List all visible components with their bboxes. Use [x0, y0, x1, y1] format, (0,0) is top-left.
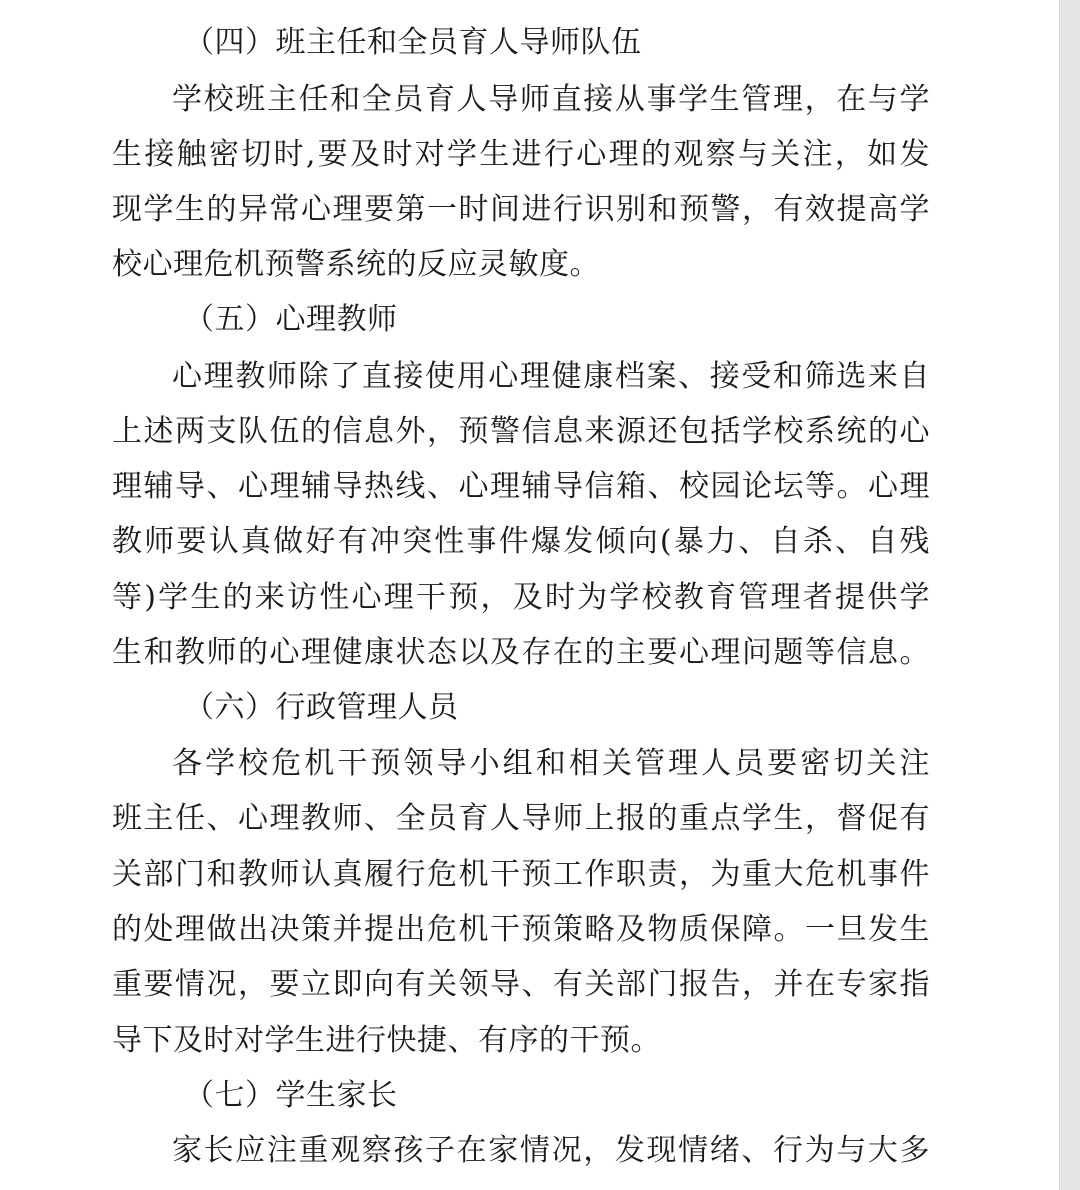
paragraph-line: 班主任、心理教师、全员育人导师上报的重点学生，督促有: [112, 801, 930, 836]
paragraph-line: 校心理危机预警系统的反应灵敏度。: [112, 247, 600, 282]
paragraph-line: 学校班主任和全员育人导师直接从事学生管理，在与学: [172, 82, 930, 117]
paragraph-line: 理辅导、心理辅导热线、心理辅导信箱、校园论坛等。心理: [112, 469, 930, 504]
paragraph-line: 心理教师除了直接使用心理健康档案、接受和筛选来自: [172, 359, 930, 394]
section-heading-4: （四）班主任和全员育人导师队伍: [184, 25, 642, 60]
paragraph-line: 关部门和教师认真履行危机干预工作职责，为重大危机事件: [112, 857, 930, 892]
paragraph-line: 上述两支队伍的信息外，预警信息来源还包括学校系统的心: [112, 414, 930, 449]
page-edge-scrollbar: [1059, 0, 1080, 1190]
paragraph-line: 等)学生的来访性心理干预，及时为学校教育管理者提供学: [112, 580, 930, 615]
paragraph-line: 家长应注重观察孩子在家情况，发现情绪、行为与大多: [172, 1133, 930, 1168]
section-heading-5: （五）心理教师: [184, 302, 398, 337]
paragraph-line: 的处理做出决策并提出危机干预策略及物质保障。一旦发生: [112, 912, 930, 947]
paragraph-line: 教师要认真做好有冲突性事件爆发倾向(暴力、自杀、自残: [112, 524, 930, 559]
section-heading-7: （七）学生家长: [184, 1078, 398, 1113]
section-heading-6: （六）行政管理人员: [184, 690, 459, 725]
paragraph-line: 各学校危机干预领导小组和相关管理人员要密切关注: [172, 746, 930, 781]
paragraph-line: 现学生的异常心理要第一时间进行识别和预警，有效提高学: [112, 192, 930, 227]
paragraph-line: 生和教师的心理健康状态以及存在的主要心理问题等信息。: [112, 635, 930, 670]
paragraph-line: 导下及时对学生进行快捷、有序的干预。: [112, 1023, 661, 1058]
paragraph-line: 重要情况，要立即向有关领导、有关部门报告，并在专家指: [112, 967, 930, 1002]
paragraph-line: 生接触密切时,要及时对学生进行心理的观察与关注，如发: [112, 137, 930, 172]
